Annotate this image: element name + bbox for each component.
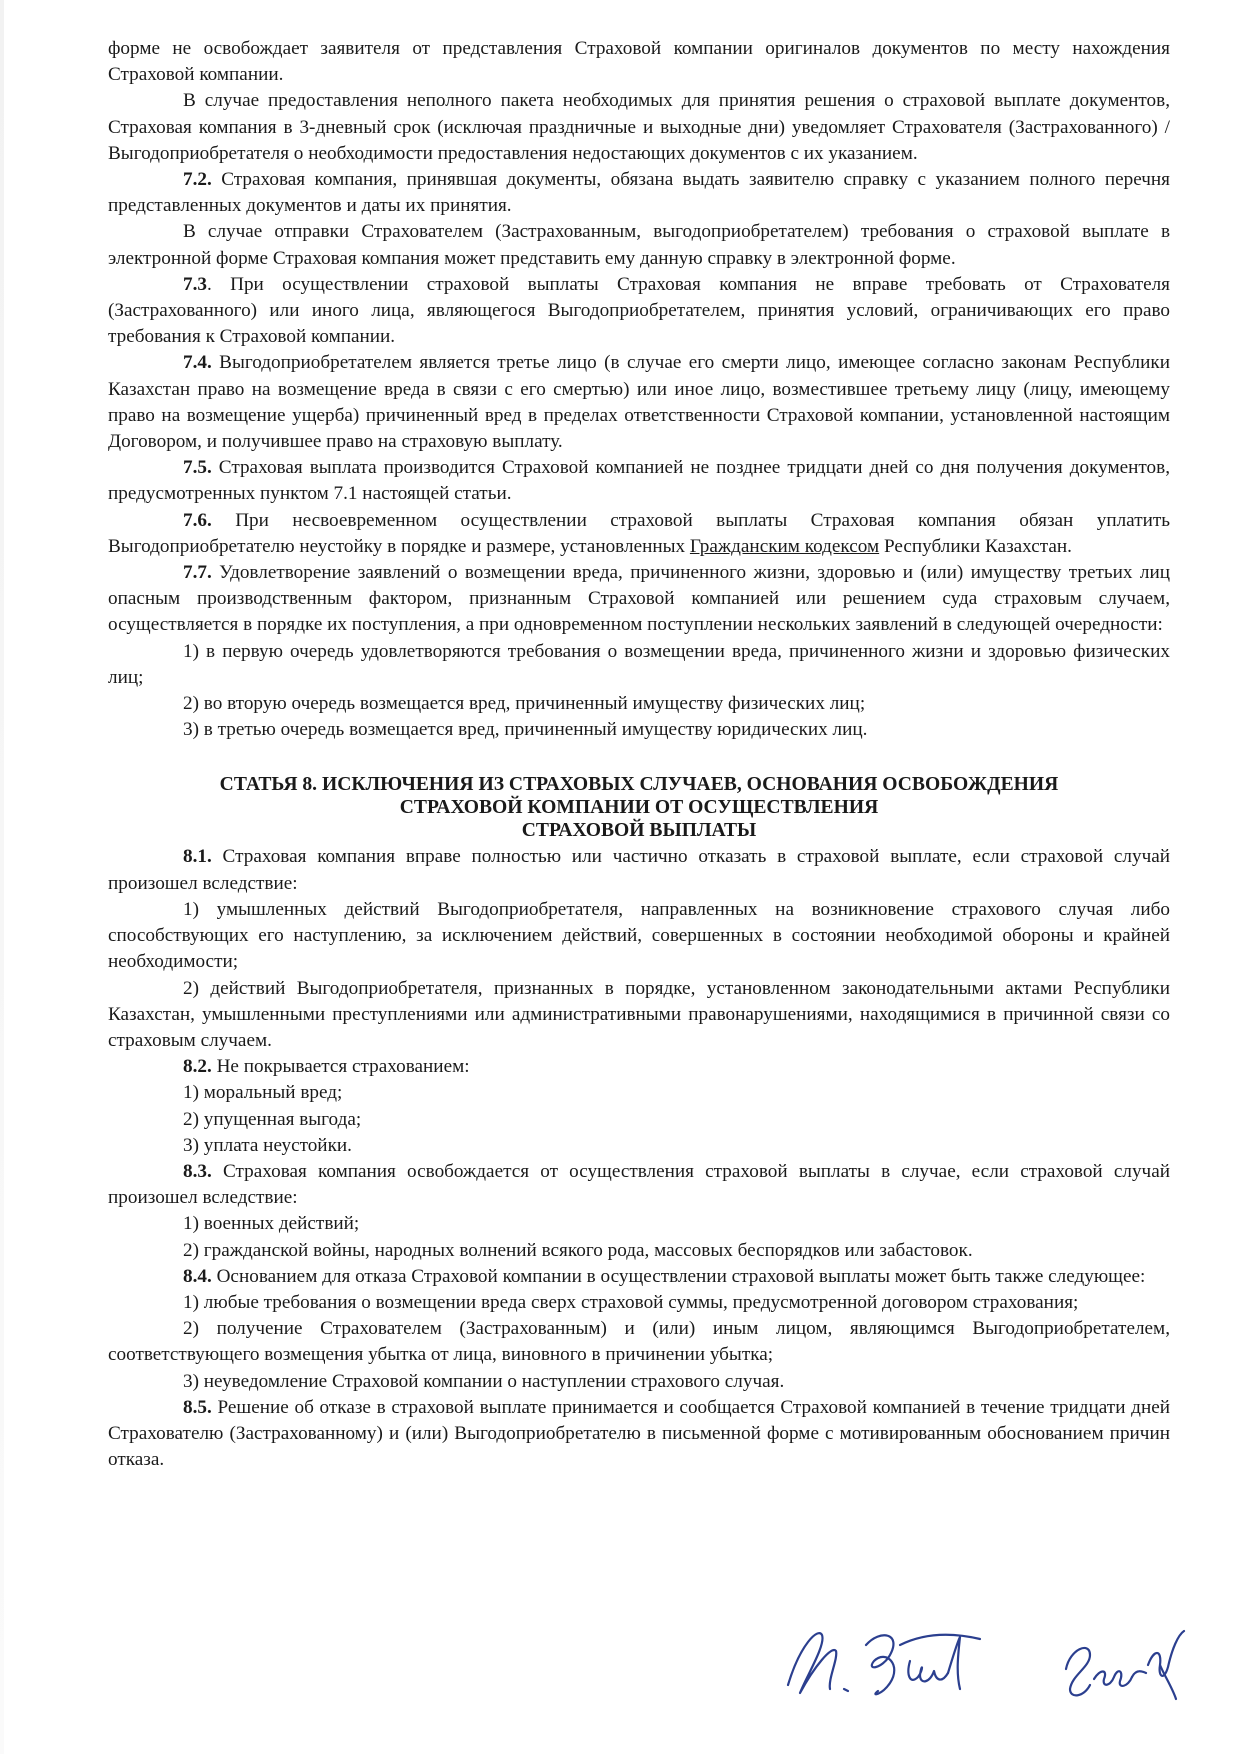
clause-number: 7.3	[183, 273, 207, 295]
title-line: СТРАХОВОЙ КОМПАНИИ ОТ ОСУЩЕСТВЛЕНИЯ	[399, 797, 879, 819]
clause-text: Страховая компания освобождается от осуществления страховой выплаты в случае, если страховой случай произошел вследствие:	[108, 1160, 1170, 1209]
paragraph-electronic-form: В случае отправки Страхователем (Застрахованным, выгодоприобретателем) требования о страховой выплате в электронной форме Страховая компания может представить ему данную справку в электронной форме.	[108, 221, 1170, 269]
clause-number: 8.5.	[183, 1396, 212, 1418]
clause-7-4	[108, 350, 1170, 455]
document-page	[108, 36, 1170, 1473]
signature-1-image	[770, 1605, 1010, 1715]
clause-text: Страховая выплата производится Страховой компанией не позднее тридцати дней со дня получения документов, предусмотренных пунктом 7.1 настоящей статьи.	[108, 457, 1170, 505]
clause-number: 7.2.	[183, 169, 212, 191]
clause-number: 8.4.	[183, 1265, 212, 1287]
list-item: 1) военных действий;	[183, 1213, 360, 1235]
list-item: 1) умышленных действий Выгодоприобретателя, направленных на возникновение страхового случая либо способствующих его наступлению, за исключением действий, совершенных в состоянии необходимой обороны и крайней необходимости;	[108, 898, 1170, 973]
clause-text: Не покрывается страхованием:	[211, 1056, 470, 1078]
list-item: 1) любые требования о возмещении вреда сверх страховой суммы, предусмотренной договором страхования;	[183, 1291, 1079, 1313]
paragraph-7-1-end: форме не освобождает заявителя от представления Страховой компании оригиналов документов по месту нахождения Страховой компании.	[108, 38, 1170, 86]
clause-number: 7.6.	[183, 509, 212, 531]
list-item: 1) моральный вред;	[183, 1082, 343, 1104]
list-item: 2) действий Выгодоприобретателя, признанных в порядке, установленном законодательными актами Республики Казахстан, умышленными преступлениями или административными правонарушениями, находящимися в причинной связи со страховым случаем.	[108, 977, 1170, 1051]
clause-text: Республики Казахстан.	[879, 535, 1072, 557]
paragraph-incomplete-docs: В случае предоставления неполного пакета необходимых для принятия решения о страховой выплате документов, Страховая компания в 3-дневный срок (исключая праздничные и выходные дни) уведомляет Страхователя (Застрахованного) / Выгодоприобретателя о необходимости предоставления недостающих документов с их указанием.	[108, 90, 1170, 164]
clause-number: 8.1.	[183, 846, 212, 868]
clause-7-7	[108, 560, 1170, 639]
list-item: 2) упущенная выгода;	[183, 1108, 362, 1130]
clause-number: 8.3.	[183, 1160, 212, 1182]
clause-text: Основанием для отказа Страховой компании в осуществлении страховой выплаты может быть также следующее:	[211, 1265, 1146, 1287]
clause-8-5	[108, 1395, 1170, 1474]
list-item: 2) во вторую очередь возмещается вред, причиненный имуществу физических лиц;	[183, 693, 866, 715]
clause-text: При несвоевременном осуществлении страховой выплаты Страховая компания обязан уплатить Выгодоприобретателю неустойку в порядке и размере, установленных	[108, 509, 1170, 557]
list-item: 3) неуведомление Страховой компании о наступлении страхового случая.	[183, 1370, 785, 1392]
clause-text: Выгодоприобретателем является третье лицо (в случае его смерти лицо, имеющее согласно законам Республики Казахстан право на возмещение вреда в связи с его смертью) или иное лицо, возместившее третьему лицу (лицу, имеющему право на возмещение ущерба) причиненный вред в пределах ответственности Страховой компании, установленной настоящим Договором, и получившее право на страховую выплату.	[108, 352, 1170, 453]
list-item: 2) гражданской войны, народных волнений всякого рода, массовых беспорядков или забастовок.	[183, 1239, 973, 1261]
list-item: 3) в третью очередь возмещается вред, причиненный имуществу юридических лиц.	[183, 719, 868, 741]
title-line: СТАТЬЯ 8. ИСКЛЮЧЕНИЯ ИЗ СТРАХОВЫХ СЛУЧАЕВ, ОСНОВАНИЯ ОСВОБОЖДЕНИЯ	[219, 774, 1059, 796]
scan-edge	[0, 0, 4, 1754]
clause-text: Страховая компания вправе полностью или частично отказать в страховой выплате, если страховой случай произошел вследствие:	[108, 846, 1170, 894]
list-item: 1) в первую очередь удовлетворяются требования о возмещении вреда, причиненного жизни и здоровью физических лиц;	[108, 640, 1170, 688]
clause-text: Удовлетворение заявлений о возмещении вреда, причиненного жизни, здоровью и (или) имуществу третьих лиц опасным производственным фактором, признанным Страховой компанией или решением суда страховым случаем, осуществляется в порядке их поступления, а при одновременном поступлении нескольких заявлений в следующей очередности:	[108, 562, 1170, 636]
clause-8-1	[108, 844, 1170, 896]
clause-text: . При осуществлении страховой выплаты Страховая компания не вправе требовать от Страхователя (Застрахованного) или иного лица, являющегося Выгодоприобретателем, принятия условий, ограничивающих его право требования к Страховой компании.	[108, 273, 1170, 348]
clause-number: 8.2.	[183, 1056, 212, 1078]
civil-code-link[interactable]: Гражданским кодексом	[689, 535, 880, 557]
list-item: 2) получение Страхователем (Застрахованным) и (или) иным лицом, являющимся Выгодоприобретателем, соответствующего возмещения убытка от лица, виновного в причинении убытка;	[108, 1318, 1170, 1366]
clause-number: 7.5.	[183, 457, 212, 479]
title-line: СТРАХОВОЙ ВЫПЛАТЫ	[521, 820, 757, 842]
clause-7-5	[108, 455, 1170, 507]
clause-number: 7.7.	[183, 562, 212, 584]
clause-8-4	[108, 1264, 1170, 1290]
clause-text: Решение об отказе в страховой выплате принимается и сообщается Страховой компанией в течение тридцати дней Страхователю (Застрахованному) и (или) Выгодоприобретателю в письменной форме с мотивированным обоснованием причин отказа.	[108, 1396, 1170, 1471]
list-item: 3) уплата неустойки.	[183, 1134, 352, 1156]
clause-number: 7.4.	[183, 352, 212, 374]
clause-7-3	[108, 272, 1170, 351]
clause-text: Страховая компания, принявшая документы, обязана выдать заявителю справку с указанием полного перечня представленных документов и даты их принятия.	[108, 169, 1170, 217]
signature-2-image	[1050, 1605, 1200, 1715]
clause-7-6	[108, 508, 1170, 560]
clause-8-2	[108, 1054, 1170, 1080]
clause-7-2	[108, 167, 1170, 219]
clause-8-3	[108, 1159, 1170, 1211]
article-8-title	[108, 773, 1170, 842]
